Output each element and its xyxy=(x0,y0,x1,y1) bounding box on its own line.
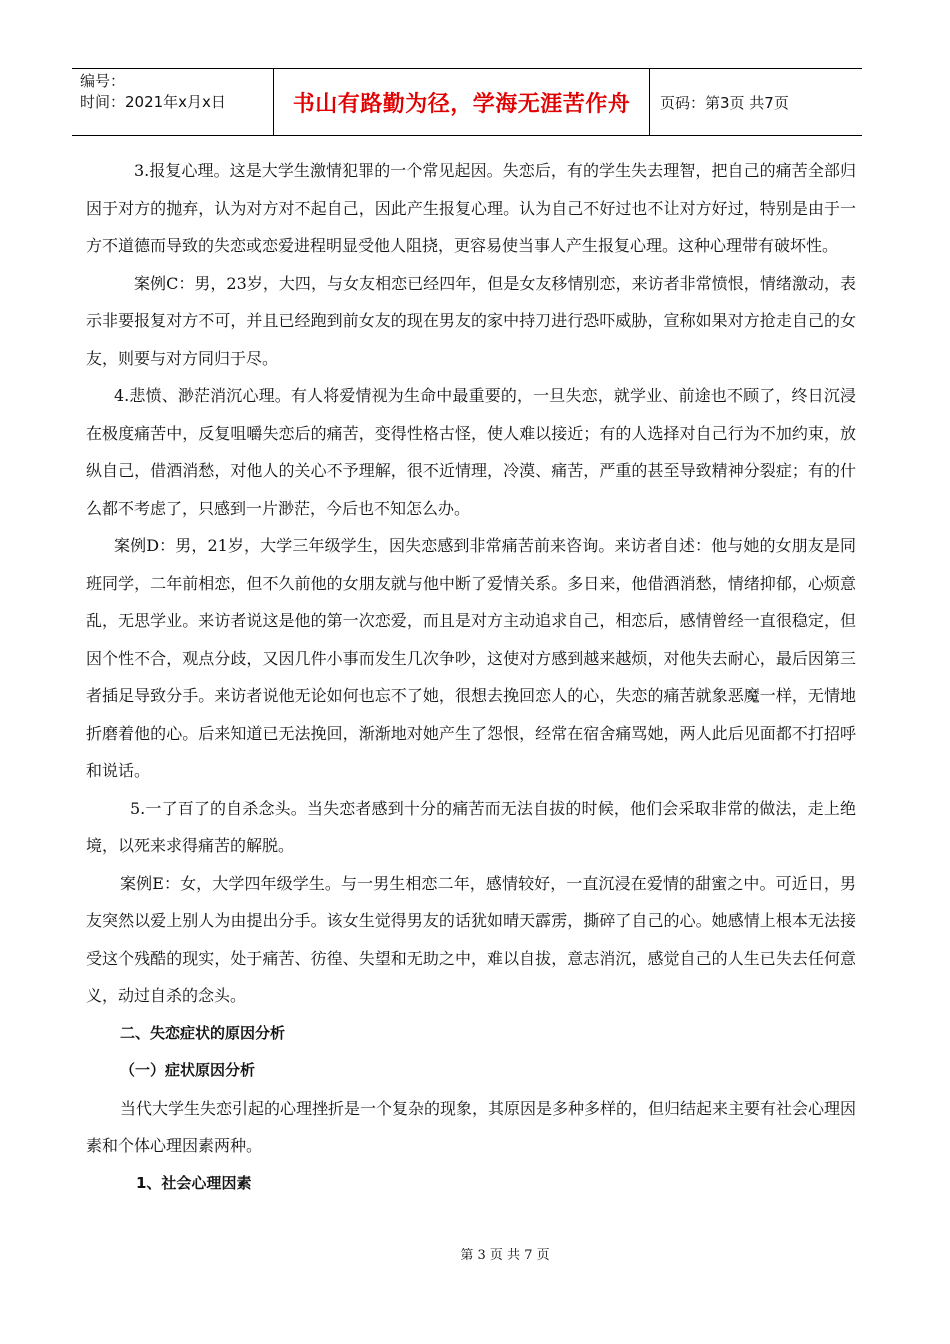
paragraph-grief: 4.悲愤、渺茫消沉心理。有人将爱情视为生命中最重要的，一旦失恋，就学业、前途也不顾了，终日沉浸在极度痛苦中，反复咀嚼失恋后的痛苦，变得性格古怪，使人难以接近；有的人选择对自己行为不加约束，放纵自己，借酒消愁，对他人的关心不予理解，很不近情理，冷漠、痛苦，严重的甚至导致精神分裂症；有的什么都不考虑了，只感到一片渺茫，今后也不知怎么办。 xyxy=(86,386,856,518)
subsection-heading: （一）症状原因分析 xyxy=(120,1061,256,1079)
paragraph-revenge: 3.报复心理。这是大学生激情犯罪的一个常见起因。失恋后，有的学生失去理智，把自己的痛苦全部归因于对方的抛弃，认为对方对不起自己，因此产生报复心理。认为自己不好过也不让对方好过，特别是由于一方不道德而导致的失恋或恋爱进程明显受他人阻挠，更容易使当事人产生报复心理。这种心理带有破坏性。 xyxy=(86,161,856,255)
page-footer: 第 3 页 共 7 页 xyxy=(460,1248,550,1263)
document-header xyxy=(72,68,862,136)
paragraph-case-e: 案例E：女，大学四年级学生。与一男生相恋二年，感情较好，一直沉浸在爱情的甜蜜之中。可近日，男友突然以爱上别人为由提出分手。该女生觉得男友的话犹如晴天霹雳，撕碎了自己的心。她感情上根本无法接受这个残酷的现实，处于痛苦、彷徨、失望和无助之中，难以自拔，意志消沉，感觉自己的人生已失去任何意义，动过自杀的念头。 xyxy=(86,873,856,1005)
paragraph-case-c: 案例C：男，23岁，大四，与女友相恋已经四年，但是女友移情别恋，来访者非常愤恨，情绪激动，表示非要报复对方不可，并且已经跑到前女友的现在男友的家中持刀进行恐吓威胁，宣称如果对方抢走自己的女友，则要与对方同归于尽。 xyxy=(86,273,856,368)
document-body xyxy=(86,152,856,1202)
header-motto: 书山有路勤为径，学海无涯苦作舟 xyxy=(274,69,650,135)
time-label: 时间：2021年x月x日 xyxy=(80,93,226,111)
paragraph-causes: 当代大学生失恋引起的心理挫折是一个复杂的现象，其原因是多种多样的，但归结起来主要有社会心理因素和个体心理因素两种。 xyxy=(86,1098,857,1155)
section-heading: 二、失恋症状的原因分析 xyxy=(120,1023,286,1042)
header-page-info: 页码：第3页 共7页 xyxy=(660,93,789,112)
header-meta xyxy=(72,69,274,135)
subsubsection-heading: 1、社会心理因素 xyxy=(136,1173,252,1192)
paragraph-suicide: 5.一了百了的自杀念头。当失恋者感到十分的痛苦而无法自拔的时候，他们会采取非常的做法，走上绝境，以死来求得痛苦的解脱。 xyxy=(86,798,856,855)
paragraph-case-d: 案例D：男，21岁，大学三年级学生，因失恋感到非常痛苦前来咨询。来访者自述：他与她的女朋友是同班同学，二年前相恋，但不久前他的女朋友就与他中断了爱情关系。多日来，他借酒消愁，情绪抑郁，心烦意乱，无思学业。来访者说这是他的第一次恋爱，而且是对方主动追求自己，相恋后，感情曾经一直很稳定，但因个性不合，观点分歧，又因几件小事而发生几次争吵，这使对方感到越来越烦，对他失去耐心，最后因第三者插足导致分手。来访者说他无论如何也忘不了她，很想去挽回恋人的心，失恋的痛苦就象恶魔一样，无情地折磨着他的心。后来知道已无法挽回，渐渐地对她产生了怨恨，经常在宿舍痛骂她，两人此后见面都不打招呼和说话。 xyxy=(86,536,856,780)
number-label: 编号： xyxy=(80,72,126,90)
